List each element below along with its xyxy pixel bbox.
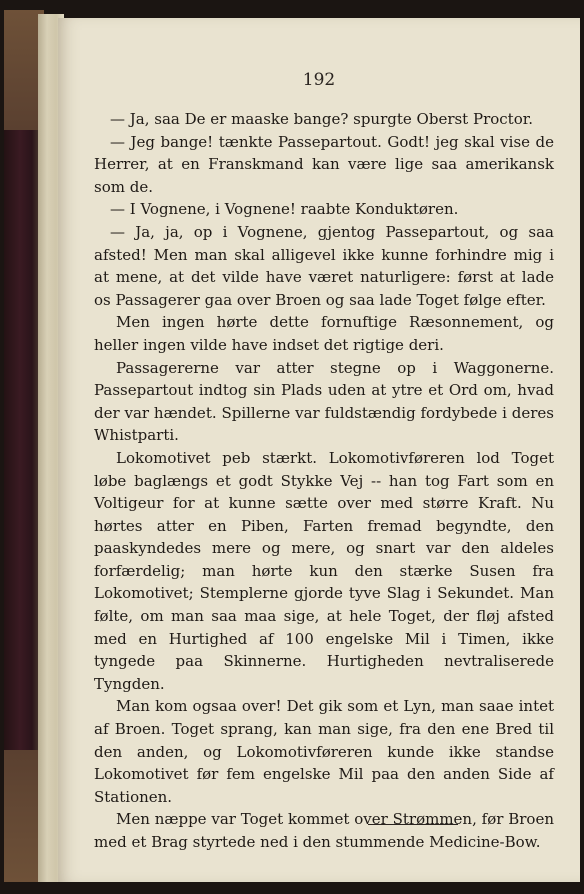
- paragraph: — Ja, saa De er maaske bange? spurgte Oberst Proctor.: [110, 110, 534, 128]
- paragraph: — Jeg bange! tænkte Passepartout. Godt! jeg skal vise de Herrer, at en Franskmand kan være lige saa amerikansk som de.: [94, 132, 554, 196]
- page-text: [94, 108, 554, 854]
- paragraph: Men ingen hørte dette fornuftige Ræsonnement, og heller ingen vilde have indset det rigtige deri.: [94, 313, 554, 354]
- paragraph: Men næppe var Toget kommet over Strømmen, før Broen med et Brag styrtede ned i den stummende Medicine-Bow.: [94, 810, 554, 851]
- page-number: 192: [302, 70, 336, 90]
- paragraph: — I Vognene, i Vognene! raabte Konduktøren.: [110, 200, 459, 219]
- paragraph: Passagererne var atter stegne op i Waggonerne. Passepartout indtog sin Plads uden at ytre et Ord om, hvad der var hændet. Spillerne var fuldstændig fordybede i deres Whistparti.: [94, 358, 554, 445]
- paragraph: — Ja, ja, op i Vognene, gjentog Passepartout, og saa afsted! Men man skal alligevel ikke kunne forhindre mig i at mene, at det vilde have været naturligere: først at lade os Passagerer gaa over Broen og saa lade Toget følge efter.: [94, 222, 554, 309]
- paragraph: Lokomotivet peb stærkt. Lokomotivføreren lod Toget løbe baglængs et godt Stykke Vej -- han tog Fart som en Voltigeur for at kunne sætte over med større Kraft. Nu hørtes atter en Piben, Farten fremad begyndte, den paaskyndedes mere og mere, og snart var den aldeles forfærdelig; man hørte kun den stærke Susen fra Lokomotivet; Stemplerne gjorde tyve Slag i Sekundet. Man følte, om man saa maa sige, at hele Toget, der fløj afsted med en Hurtighed af 100 engelske Mil i Timen, ikke tyngede paa Skinnerne. Hurtigheden nevtraliserede Tyngden.: [94, 448, 554, 693]
- paragraph: Man kom ogsaa over! Det gik som et Lyn, man saae intet af Broen. Toget sprang, kan man sige, fra den ene Bred til den anden, og Lokomotivføreren kunde ikke standse Lokomotivet før fem engelske Mil paa den anden Side af Stationen.: [94, 697, 554, 806]
